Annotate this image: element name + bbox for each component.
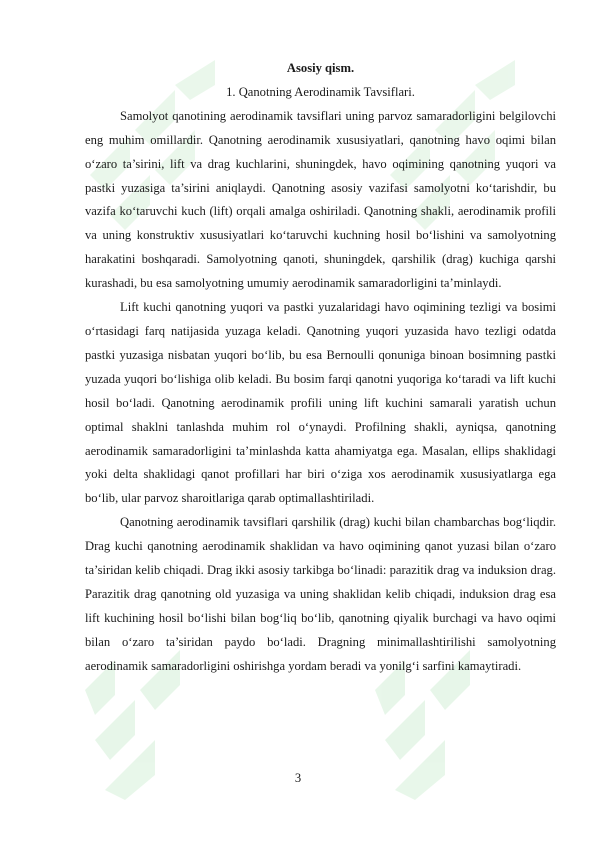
paragraph-3: Qanotning aerodinamik tavsiflari qarshilik (drag) kuchi bilan chambarchas bog‘liqdir. Drag kuchi qanotning aerodinamik shaklidan va havo oqimining qanot yuzasi bilan o‘zaro ta’siridan kelib chiqadi. Drag ikki asosiy tarkibga bo‘linadi: parazitik drag va induksion drag. Parazitik drag qanotning old yuzasiga va uning shaklidan kelib chiqadi, induksion drag esa lift kuchining hosil bo‘lishi bilan bog‘liq bo‘lib, qanotning qiyalik burchagi va havo oqimi bilan o‘zaro ta’siridan paydo bo‘ladi. Dragning minimallashtirilishi samolyotning aerodinamik samaradorligini oshirishga yordam beradi va yonilg‘i sarfini kamaytiradi.	[85, 515, 556, 673]
paragraph-1: Samolyot qanotining aerodinamik tavsiflari uning parvoz samaradorligini belgilovchi eng muhim omillardir. Qanotning aerodinamik xususiyatlari, qanotning havo oqimi bilan o‘zaro ta’sirini, lift va drag kuchlarini, shuningdek, havo oqimining qanotning yuqori va pastki yuzasiga ta’sirini aniqlaydi. Qanotning asosiy vazifasi samolyotni ko‘tarishdir, bu vazifa ko‘taruvchi kuch (lift) orqali amalga oshiriladi. Qanotning shakli, aerodinamik profili va uning konstruktiv xususiyatlari ko‘taruvchi kuchning hosil bo‘lishini va samolyotning harakatini boshqaradi. Samolyotning qanoti, shuningdek, qarshilik (drag) kuchiga qarshi kurashadi, bu esa samolyotning umumiy aerodinamik samaradorligini ta’minlaydi.	[85, 108, 556, 291]
page-number: 3	[294, 771, 302, 785]
section-heading: Asosiy qism.	[286, 61, 355, 75]
section-subheading: 1. Qanotning Aerodinamik Tavsiflari.	[226, 84, 415, 99]
page-content	[85, 57, 556, 679]
paragraph-2: Lift kuchi qanotning yuqori va pastki yuzalaridagi havo oqimining tezligi va bosimi o‘rtasidagi farq natijasida yuzaga keladi. Qanotning yuqori yuzasida havo tezligi odatda pastki yuzasiga nisbatan yuqori bo‘lib, bu esa Bernoulli qonuniga binoan bosimning pastki yuzada yuqori bo‘lishiga olib keladi. Bu bosim farqi qanotni yuqoriga ko‘taradi va lift kuchi hosil bo‘ladi. Qanotning aerodinamik profili uning lift kuchini samarali yaratish uchun optimal shaklni tanlashda muhim rol o‘ynaydi. Profilning shakli, ayniqsa, qanotning aerodinamik samaradorligini ta’minlashda katta ahamiyatga ega. Masalan, ellips shaklidagi yoki delta shaklidagi qanot profillari har biri o‘ziga xos aerodinamik xususiyatlarga ega bo‘lib, ular parvoz sharoitlariga qarab optimallashtiriladi.	[85, 300, 556, 506]
